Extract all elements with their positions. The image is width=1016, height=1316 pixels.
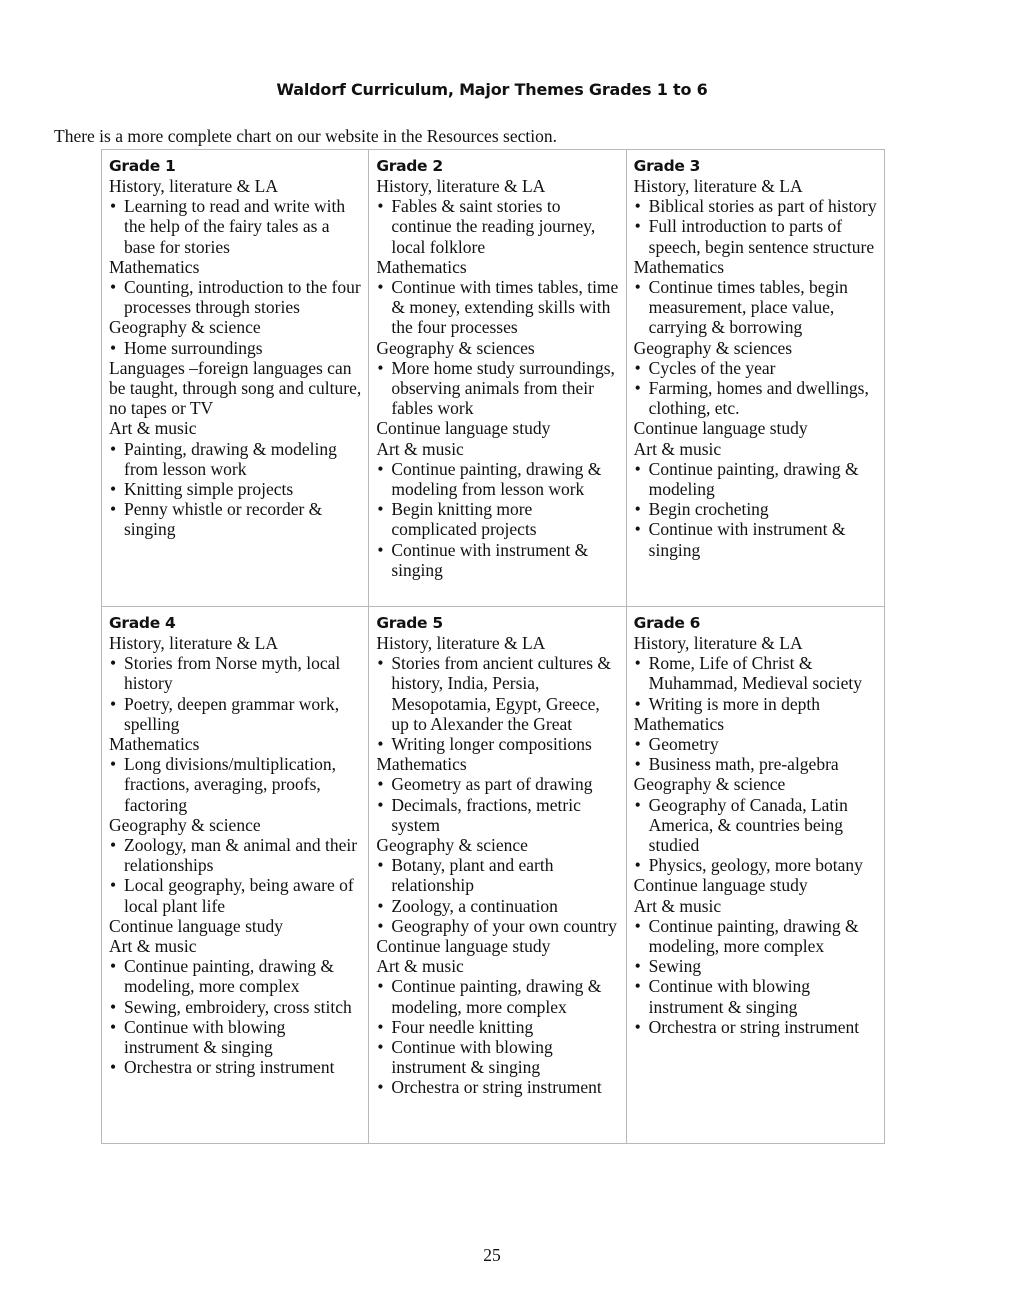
list-item: • Knitting simple projects [109, 479, 362, 499]
list-item: • Begin knitting more complicated projects [376, 499, 619, 539]
list-item: • Geometry [634, 734, 878, 754]
section-heading: Continue language study [376, 418, 551, 439]
section-heading: Art & music [633, 438, 722, 459]
list-item: • Writing longer compositions [376, 734, 619, 754]
bullet-list [634, 795, 878, 876]
list-item: • Rome, Life of Christ & Muhammad, Medieval society [634, 653, 878, 693]
list-item: • Fables & saint stories to continue the reading journey, local folklore [376, 196, 619, 257]
list-item: • Continue with blowing instrument & singing [376, 1037, 619, 1077]
list-item: • Decimals, fractions, metric system [376, 795, 619, 835]
bullet-list [376, 277, 619, 338]
grade-title: Grade 2 [376, 157, 443, 175]
list-item: • Farming, homes and dwellings, clothing, etc. [634, 378, 878, 418]
list-item: • Physics, geology, more botany [634, 855, 878, 875]
list-item: • Botany, plant and earth relationship [376, 855, 619, 895]
section-heading: Art & music [376, 438, 464, 459]
grade-cell [102, 607, 369, 1144]
list-item: • Stories from ancient cultures & history, India, Persia, Mesopotamia, Egypt, Greece, up to Alexander the Great [376, 653, 619, 734]
list-item: • Biblical stories as part of history [634, 196, 878, 216]
list-item: • Continue painting, drawing & modeling from lesson work [376, 459, 619, 499]
section-heading: Continue language study [109, 915, 284, 936]
list-item: • Painting, drawing & modeling from lesson work [109, 439, 362, 479]
bullet-list [376, 976, 619, 1097]
bullet-list [376, 774, 619, 835]
table-row [102, 607, 885, 1144]
grade-cell [369, 607, 626, 1144]
list-item: • Local geography, being aware of local plant life [109, 875, 362, 915]
page-title: Waldorf Curriculum, Major Themes Grades 1 to 6 [276, 80, 708, 99]
grade-title: Grade 5 [376, 614, 443, 632]
list-item: • Continue with blowing instrument & singing [634, 976, 878, 1016]
section-heading: Art & music [376, 956, 464, 977]
bullet-list [109, 754, 362, 815]
list-item: • Stories from Norse myth, local history [109, 653, 362, 693]
grade-title: Grade 1 [109, 157, 176, 175]
bullet-list [109, 338, 362, 358]
section-heading: Art & music [109, 936, 197, 957]
section-heading: Continue language study [633, 418, 808, 439]
section-heading: Geography & science [109, 814, 261, 835]
list-item: • Continue with blowing instrument & singing [109, 1017, 362, 1057]
list-item: • Four needle knitting [376, 1017, 619, 1037]
list-item: • Continue with instrument & singing [634, 519, 878, 559]
list-item: • Zoology, a continuation [376, 896, 619, 916]
section-heading: Mathematics [376, 754, 467, 775]
list-item: • Poetry, deepen grammar work, spelling [109, 694, 362, 734]
section-heading: Geography & science [633, 774, 786, 795]
list-item: • Learning to read and write with the help of the fairy tales as a base for stories [109, 196, 362, 257]
grade-title: Grade 3 [633, 157, 701, 175]
grade-cell [626, 150, 884, 607]
list-item: • Zoology, man & animal and their relationships [109, 835, 362, 875]
list-item: • Penny whistle or recorder & singing [109, 499, 362, 539]
section-heading: History, literature & LA [633, 176, 803, 196]
list-item: • Business math, pre-algebra [634, 754, 878, 774]
list-item: • Sewing, embroidery, cross stitch [109, 997, 362, 1017]
section-heading: Languages –foreign languages can be taught, through song and culture, no tapes or TV [109, 357, 362, 419]
bullet-list [634, 653, 878, 714]
section-heading: Continue language study [376, 936, 551, 957]
section-heading: Mathematics [376, 256, 467, 277]
grade-title: Grade 4 [109, 614, 176, 632]
section-heading: Geography & science [376, 835, 528, 856]
list-item: • Continue with instrument & singing [376, 540, 619, 580]
list-item: • Continue painting, drawing & modeling, more complex [109, 956, 362, 996]
section-heading: Mathematics [633, 713, 725, 734]
list-item: • Full introduction to parts of speech, begin sentence structure [634, 216, 878, 256]
bullet-list [634, 196, 878, 257]
section-heading: Mathematics [109, 256, 200, 277]
section-heading: History, literature & LA [109, 633, 278, 653]
grade-cell [369, 150, 626, 607]
bullet-list [376, 459, 619, 580]
curriculum-table [101, 149, 885, 1144]
bullet-list [634, 277, 878, 338]
list-item: • Continue painting, drawing & modeling [634, 459, 878, 499]
list-item: • Orchestra or string instrument [109, 1057, 362, 1077]
grade-cell [626, 607, 884, 1144]
section-heading: Art & music [633, 895, 722, 916]
bullet-list [376, 855, 619, 936]
list-item: • Continue painting, drawing & modeling, more complex [634, 916, 878, 956]
list-item: • Geography of your own country [376, 916, 619, 936]
bullet-list [634, 459, 878, 560]
section-heading: Continue language study [633, 875, 808, 896]
section-heading: History, literature & LA [633, 633, 803, 653]
list-item: • Writing is more in depth [634, 694, 878, 714]
list-item: • Begin crocheting [634, 499, 878, 519]
section-heading: Mathematics [633, 256, 725, 277]
section-heading: Geography & sciences [376, 337, 535, 358]
section-heading: History, literature & LA [376, 633, 546, 653]
bullet-list [109, 196, 362, 257]
list-item: • Home surroundings [109, 338, 362, 358]
list-item: • Cycles of the year [634, 358, 878, 378]
bullet-list [634, 916, 878, 1037]
table-row [102, 150, 885, 607]
bullet-list [109, 653, 362, 734]
section-heading: History, literature & LA [109, 176, 278, 196]
bullet-list [634, 734, 878, 774]
section-heading: History, literature & LA [376, 176, 546, 196]
bullet-list [109, 835, 362, 916]
section-heading: Art & music [109, 418, 197, 439]
section-heading: Geography & science [109, 317, 261, 338]
intro-text: There is a more complete chart on our website in the Resources section. [54, 126, 557, 146]
list-item: • Sewing [634, 956, 878, 976]
list-item: • Geography of Canada, Latin America, & countries being studied [634, 795, 878, 856]
list-item: • Continue times tables, begin measurement, place value, carrying & borrowing [634, 277, 878, 338]
bullet-list [109, 956, 362, 1077]
list-item: • Orchestra or string instrument [634, 1017, 878, 1037]
section-heading: Geography & sciences [633, 337, 793, 358]
bullet-list [376, 196, 619, 257]
bullet-list [376, 653, 619, 754]
bullet-list [109, 277, 362, 317]
list-item: • Continue with times tables, time & money, extending skills with the four processes [376, 277, 619, 338]
grade-cell [102, 150, 369, 607]
list-item: • Long divisions/multiplication, fractions, averaging, proofs, factoring [109, 754, 362, 815]
list-item: • Orchestra or string instrument [376, 1077, 619, 1097]
bullet-list [634, 358, 878, 419]
list-item: • More home study surroundings, observing animals from their fables work [376, 358, 619, 419]
page-number: 25 [483, 1245, 501, 1265]
grade-title: Grade 6 [633, 614, 701, 632]
bullet-list [109, 439, 362, 540]
list-item: • Geometry as part of drawing [376, 774, 619, 794]
list-item: • Counting, introduction to the four processes through stories [109, 277, 362, 317]
section-heading: Mathematics [109, 734, 200, 755]
bullet-list [376, 358, 619, 419]
list-item: • Continue painting, drawing & modeling, more complex [376, 976, 619, 1016]
